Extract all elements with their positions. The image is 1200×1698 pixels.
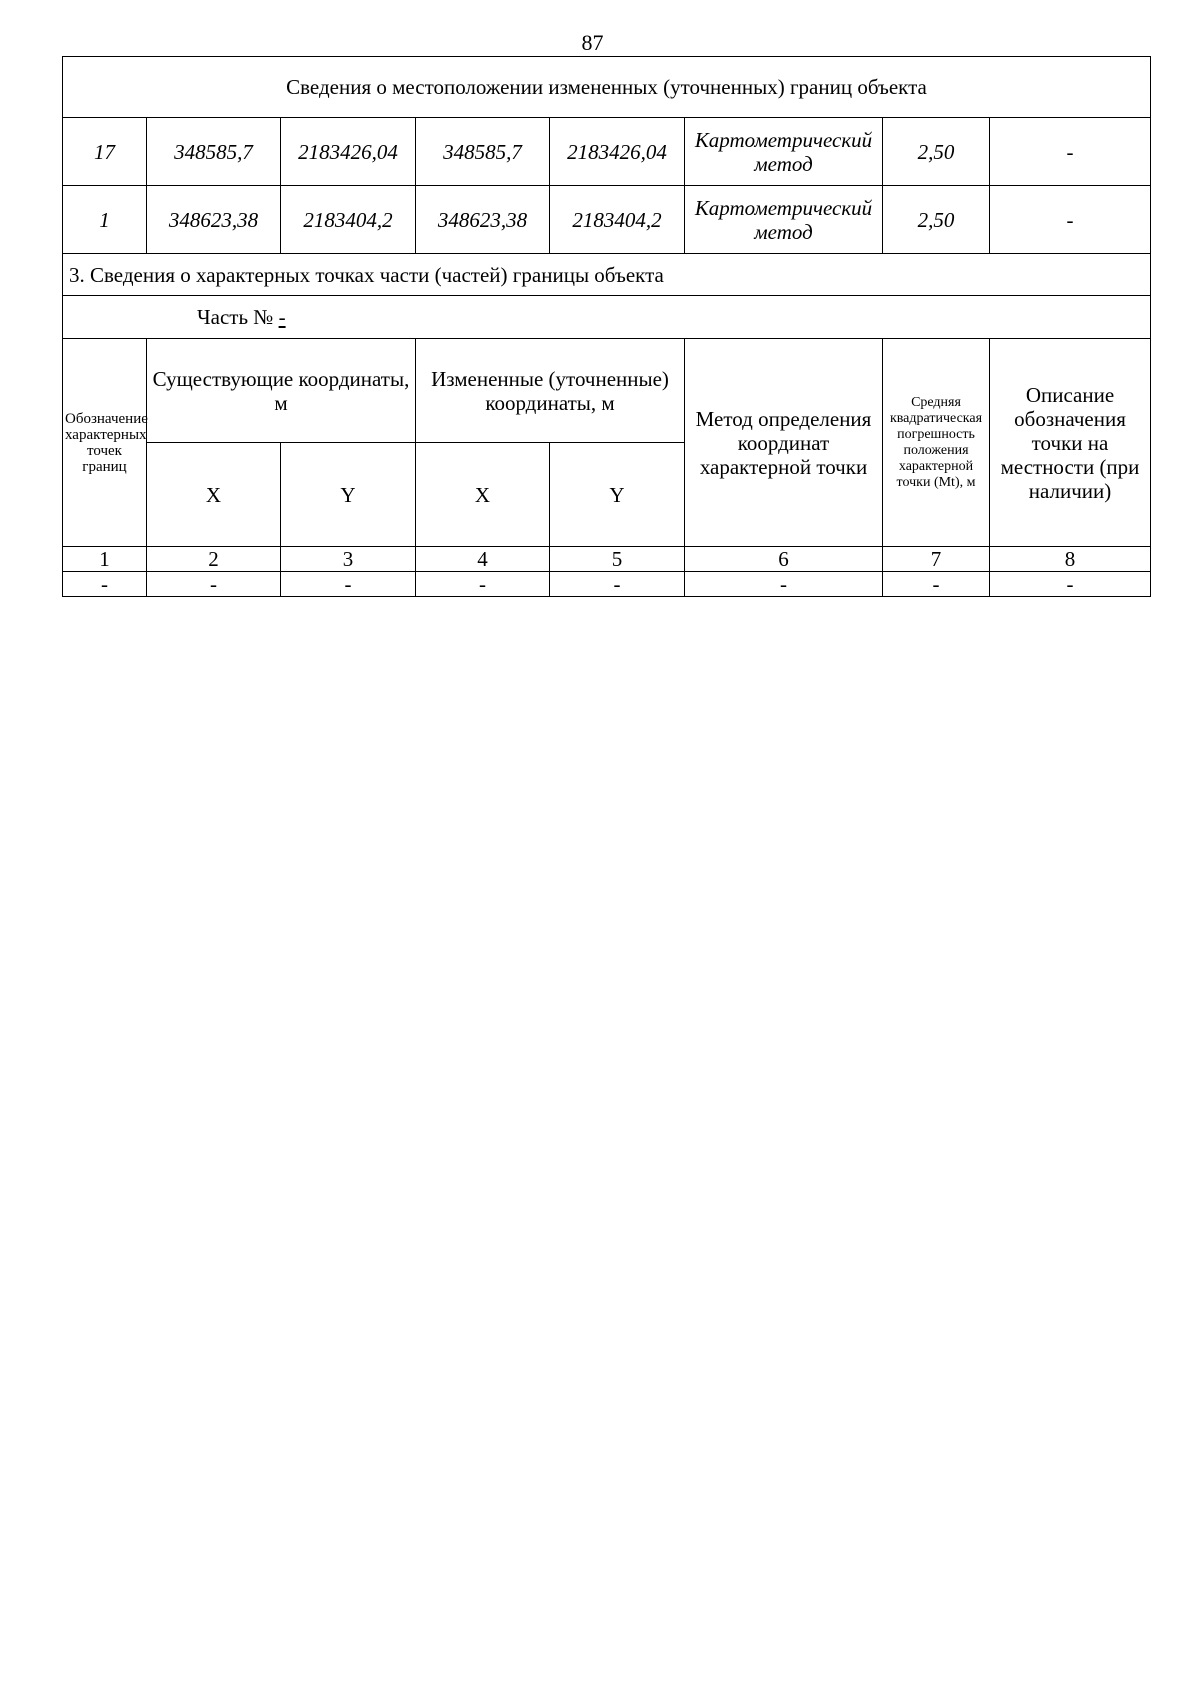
part-cell [63, 296, 1151, 339]
method-cell: Картометрический метод [685, 118, 883, 186]
header-description: Описание обозначения точки на местности (при наличии) [990, 339, 1151, 547]
existing-y: 2183404,2 [281, 186, 416, 254]
empty-cell: - [550, 572, 685, 597]
header-row [63, 339, 1151, 443]
point-id: 1 [63, 186, 147, 254]
header-existing-x: X [147, 443, 281, 547]
header-existing-y: Y [281, 443, 416, 547]
changed-x: 348623,38 [416, 186, 550, 254]
point-id: 17 [63, 118, 147, 186]
header-existing-coordinates: Существующие координаты, м [147, 339, 416, 443]
empty-cell: - [883, 572, 990, 597]
column-number: 2 [147, 547, 281, 572]
part-row [63, 296, 1151, 339]
header-error: Средняя квадратическая погрешность положения характерной точки (Mt), м [883, 339, 990, 547]
error-cell: 2,50 [883, 118, 990, 186]
empty-cell: - [147, 572, 281, 597]
column-number: 8 [990, 547, 1151, 572]
header-changed-x: X [416, 443, 550, 547]
coordinates-table [62, 56, 1151, 597]
header-point-designation: Обозначение характерных точек границ [63, 339, 147, 547]
header-changed-coordinates: Измененные (уточненные) координаты, м [416, 339, 685, 443]
column-number: 5 [550, 547, 685, 572]
column-number: 7 [883, 547, 990, 572]
part-label: Часть № [197, 305, 274, 329]
error-cell: 2,50 [883, 186, 990, 254]
part-value: - [278, 305, 286, 329]
existing-x: 348623,38 [147, 186, 281, 254]
section-title-row [63, 57, 1151, 118]
header-changed-y: Y [550, 443, 685, 547]
description-cell: - [990, 186, 1151, 254]
section-title: Сведения о местоположении измененных (уточненных) границ объекта [63, 57, 1151, 118]
description-cell: - [990, 118, 1151, 186]
column-numbers-row [63, 547, 1151, 572]
existing-x: 348585,7 [147, 118, 281, 186]
empty-data-row [63, 572, 1151, 597]
changed-y: 2183404,2 [550, 186, 685, 254]
changed-y: 2183426,04 [550, 118, 685, 186]
section3-title: 3. Сведения о характерных точках части (частей) границы объекта [63, 254, 1151, 296]
column-number: 1 [63, 547, 147, 572]
empty-cell: - [416, 572, 550, 597]
empty-cell: - [685, 572, 883, 597]
page-number: 87 [581, 30, 604, 55]
table-row [63, 118, 1151, 186]
empty-cell: - [63, 572, 147, 597]
method-cell: Картометрический метод [685, 186, 883, 254]
table-row [63, 186, 1151, 254]
column-number: 3 [281, 547, 416, 572]
column-number: 4 [416, 547, 550, 572]
existing-y: 2183426,04 [281, 118, 416, 186]
column-number: 6 [685, 547, 883, 572]
empty-cell: - [990, 572, 1151, 597]
header-method: Метод определения координат характерной точки [685, 339, 883, 547]
changed-x: 348585,7 [416, 118, 550, 186]
section3-title-row [63, 254, 1151, 296]
empty-cell: - [281, 572, 416, 597]
